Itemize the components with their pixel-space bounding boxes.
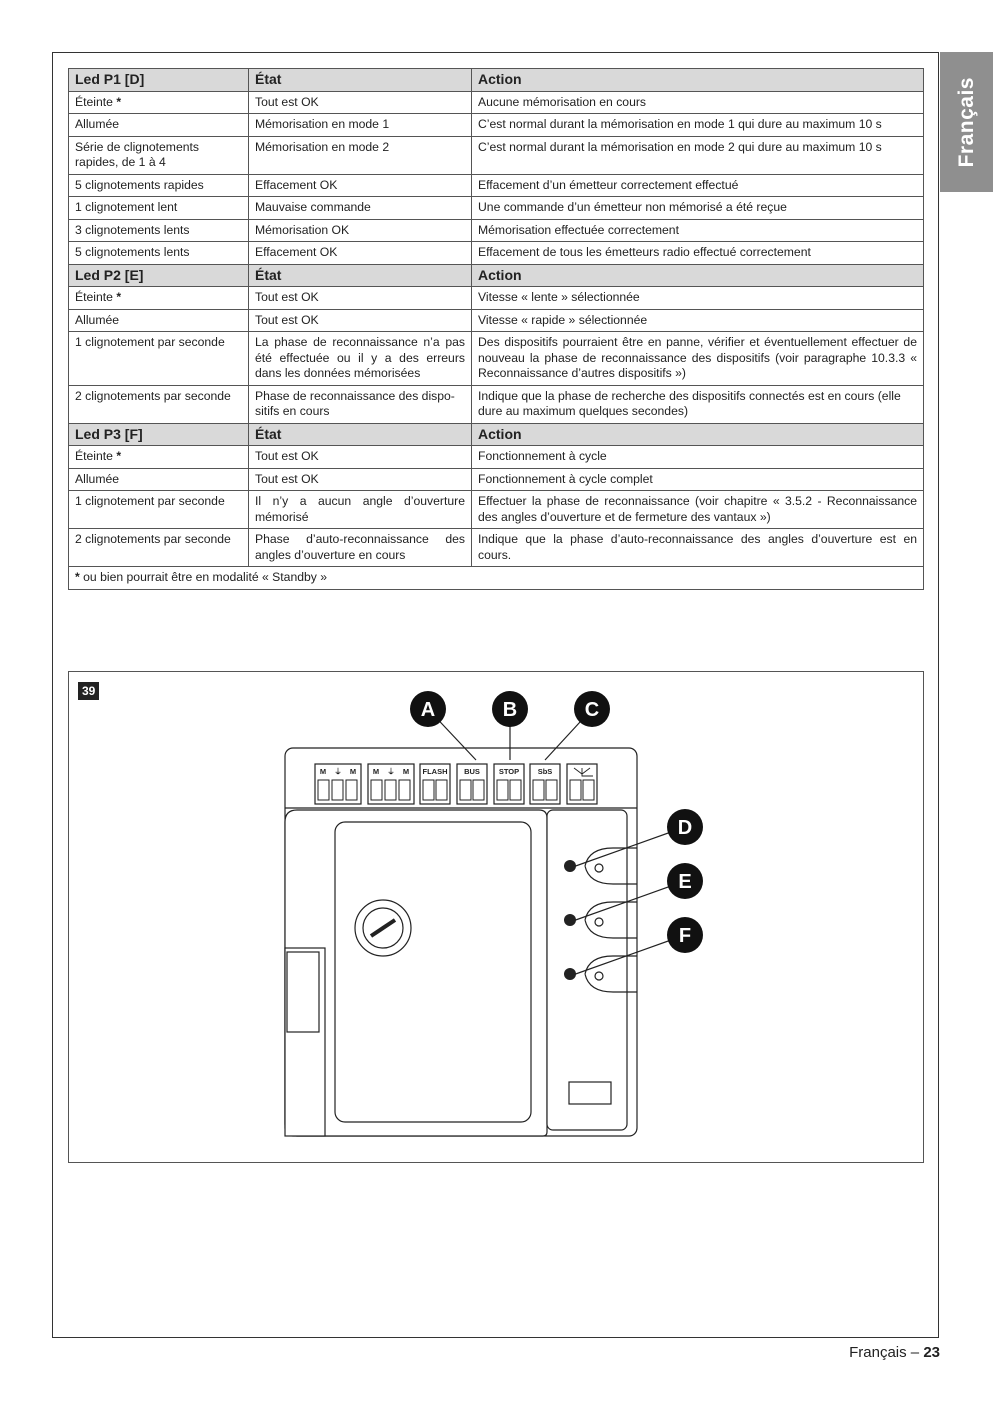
header-led: Led P3 [F] [69, 423, 249, 446]
cell-state: Tout est OK [249, 446, 472, 469]
cell-action: Effacement de tous les émetteurs radio effectué correctement [472, 242, 924, 265]
cell-state: Phase d’auto-reconnaissance des angles d’ouverture en cours [249, 529, 472, 567]
cell-state: Mémorisation en mode 2 [249, 136, 472, 174]
cell-led: Allumée [69, 114, 249, 137]
cell-action: Fonctionnement à cycle [472, 446, 924, 469]
cell-led: 5 clignotements rapides [69, 174, 249, 197]
control-unit-diagram [69, 672, 925, 1164]
cell-led: Série de clignotements rapides, de 1 à 4 [69, 136, 249, 174]
table-row [69, 197, 924, 220]
cell-state: Effacement OK [249, 242, 472, 265]
table-row [69, 114, 924, 137]
table-footnote-row [69, 567, 924, 590]
led-p1 [564, 860, 576, 872]
header-state: État [249, 423, 472, 446]
terminal-label: M [319, 767, 327, 776]
callout-d-label: D [677, 817, 693, 839]
callout-e-label: E [678, 871, 692, 893]
table-section-header [69, 69, 924, 92]
side-tab-label: Français [954, 76, 978, 168]
cell-state: La phase de reconnaissance n’a pas été effectuée ou il y a des erreurs dans les données mémorisées [249, 332, 472, 386]
footer-language: Français – [849, 1344, 924, 1361]
terminal-label: ⏚ [387, 767, 395, 776]
cell-state: Phase de reconnaissance des dispo-sitifs en cours [249, 385, 472, 423]
cell-action: Une commande d’un émetteur non mémorisé a été reçue [472, 197, 924, 220]
header-led: Led P2 [E] [69, 264, 249, 287]
callout-f-label: F [678, 925, 692, 947]
table-row [69, 309, 924, 332]
led-p3 [564, 968, 576, 980]
cell-state: Mémorisation en mode 1 [249, 114, 472, 137]
cell-led: Éteinte * [69, 287, 249, 310]
table-row [69, 219, 924, 242]
led-p2 [564, 914, 576, 926]
terminal-label: STOP [498, 767, 520, 776]
led-status-table [68, 68, 924, 590]
figure-number: 39 [78, 682, 99, 700]
cell-state: Tout est OK [249, 309, 472, 332]
cell-action: Vitesse « rapide » sélectionnée [472, 309, 924, 332]
table-section-header [69, 264, 924, 287]
cell-state: Effacement OK [249, 174, 472, 197]
table-footnote: * ou bien pourrait être en modalité « Standby » [69, 567, 924, 590]
page-number: 23 [923, 1344, 940, 1361]
cell-led: Allumée [69, 468, 249, 491]
cell-action: Des dispositifs pourraient être en panne, vérifier et éventuellement effectuer de nouveau la phase de reconnaissance des dispositifs (voir paragraphe 10.3.3 « Reconnaissance d’autres dispositifs ») [472, 332, 924, 386]
table-section-header [69, 423, 924, 446]
cell-led: 5 clignotements lents [69, 242, 249, 265]
table-row [69, 242, 924, 265]
cell-led: Éteinte * [69, 446, 249, 469]
table-row [69, 446, 924, 469]
cell-state: Mémorisation OK [249, 219, 472, 242]
cell-action: C’est normal durant la mémorisation en mode 2 qui dure au maximum 10 s [472, 136, 924, 174]
cell-action: C’est normal durant la mémorisation en mode 1 qui dure au maximum 10 s [472, 114, 924, 137]
terminal-label: M [402, 767, 410, 776]
cell-action: Effectuer la phase de reconnaissance (voir chapitre « 3.5.2 - Reconnaissance des angles d’ouverture et de fermeture des vantaux ») [472, 491, 924, 529]
page-footer [849, 1344, 940, 1361]
header-action: Action [472, 423, 924, 446]
table-row [69, 332, 924, 386]
figure-39 [68, 671, 924, 1163]
cell-action: Fonctionnement à cycle complet [472, 468, 924, 491]
header-action: Action [472, 264, 924, 287]
cell-state: Il n’y a aucun angle d’ouverture mémorisé [249, 491, 472, 529]
terminal-label: M [349, 767, 357, 776]
header-led: Led P1 [D] [69, 69, 249, 92]
header-state: État [249, 264, 472, 287]
cell-led: 3 clignotements lents [69, 219, 249, 242]
cell-led: 1 clignotement par seconde [69, 332, 249, 386]
table-row [69, 468, 924, 491]
cell-led: 2 clignotements par seconde [69, 529, 249, 567]
lid-panel [335, 822, 531, 1122]
cell-led: 2 clignotements par seconde [69, 385, 249, 423]
cell-led: Éteinte * [69, 91, 249, 114]
cell-led: 1 clignotement lent [69, 197, 249, 220]
table-row [69, 91, 924, 114]
callout-c-label: C [584, 699, 600, 721]
terminal-label: BUS [464, 767, 480, 776]
table-row [69, 491, 924, 529]
cell-action: Vitesse « lente » sélectionnée [472, 287, 924, 310]
cell-led: 1 clignotement par seconde [69, 491, 249, 529]
callout-b-label: B [502, 699, 518, 721]
cell-state: Mauvaise commande [249, 197, 472, 220]
table-row [69, 529, 924, 567]
terminal-label: FLASH [422, 767, 448, 776]
cell-state: Tout est OK [249, 468, 472, 491]
cell-state: Tout est OK [249, 91, 472, 114]
cell-state: Tout est OK [249, 287, 472, 310]
header-state: État [249, 69, 472, 92]
cell-action: Aucune mémorisation en cours [472, 91, 924, 114]
cell-action: Indique que la phase de recherche des dispositifs connectés est en cours (elle dure au maximum quelques secondes) [472, 385, 924, 423]
table-row [69, 287, 924, 310]
terminal-label: SbS [537, 767, 553, 776]
cell-led: Allumée [69, 309, 249, 332]
header-action: Action [472, 69, 924, 92]
cell-action: Effacement d’un émetteur correctement effectué [472, 174, 924, 197]
cell-action: Indique que la phase d’auto-reconnaissance des angles d’ouverture est en cours. [472, 529, 924, 567]
table-row [69, 136, 924, 174]
terminal-label: M [372, 767, 380, 776]
language-side-tab [940, 52, 993, 192]
callout-a-label: A [420, 699, 436, 721]
table-row [69, 174, 924, 197]
cell-action: Mémorisation effectuée correctement [472, 219, 924, 242]
terminal-label: ⏚ [334, 767, 342, 776]
table-row [69, 385, 924, 423]
